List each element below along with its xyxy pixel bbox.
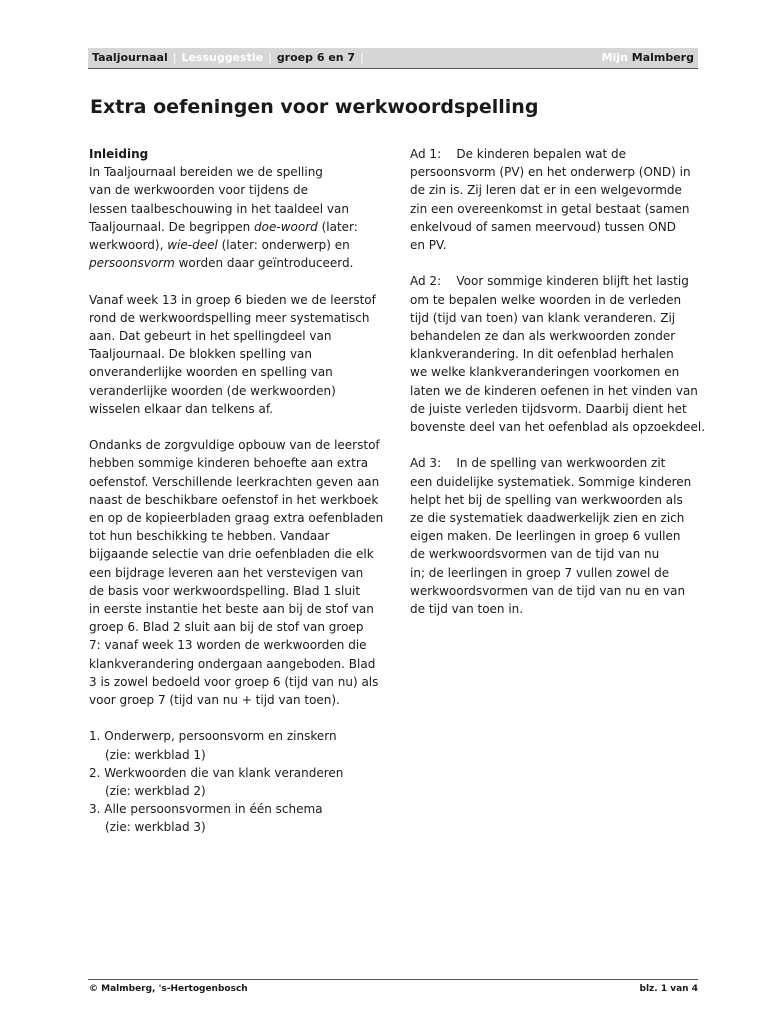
text-line: naast de beschikbare oefenstof in het werkboek: [89, 492, 379, 507]
text-line: de juiste verleden tijdsvorm. Daarbij dient het: [410, 401, 687, 416]
list-item-title: 3. Alle persoonsvormen in één schema: [89, 802, 323, 817]
list-item-ref: (zie: werkblad 1): [105, 747, 206, 762]
breadcrumb-separator: |: [172, 51, 177, 64]
term-doe-woord: doe-woord: [254, 219, 318, 234]
brand-logo: [602, 48, 694, 68]
term-wie-deel: wie-deel: [167, 238, 218, 253]
text-line: de tijd van toen in.: [410, 602, 524, 617]
text-line: Ondanks de zorgvuldige opbouw van de leerstof: [89, 438, 380, 453]
text-line: wisselen elkaar dan telkens af.: [89, 401, 273, 416]
text-line: en PV.: [410, 238, 447, 253]
text-line: 7: vanaf week 13 worden de werkwoorden die: [89, 638, 367, 653]
text-line: persoonsvorm worden daar geïntroduceerd.: [89, 256, 354, 271]
list-item-ref: (zie: werkblad 2): [105, 784, 206, 799]
worksheet-list: [89, 727, 389, 836]
intro-paragraph: [89, 163, 389, 272]
page-number: blz. 1 van 4: [639, 984, 698, 994]
text-line: we welke klankveranderingen voorkomen en: [410, 365, 680, 380]
text-line: in; de leerlingen in groep 7 vullen zowel de: [410, 565, 670, 580]
text-line: persoonsvorm (PV) en het onderwerp (OND) in: [410, 165, 691, 180]
text-line: de werkwoordsvormen van de tijd van nu: [410, 547, 660, 562]
text-line: een bijdrage leveren aan het verstevigen van: [89, 565, 364, 580]
text-line: In Taaljournaal bereiden we de spelling: [89, 165, 323, 180]
text-line: groep 6. Blad 2 sluit aan bij de stof van groep: [89, 620, 364, 635]
text-line: laten we de kinderen oefenen in het vinden van: [410, 383, 698, 398]
text-line: bijgaande selectie van drie oefenbladen die elk: [89, 547, 374, 562]
section-heading-inleiding: Inleiding: [89, 147, 149, 161]
breadcrumb-lessuggestie: Lessuggestie: [181, 51, 264, 64]
page-title: Extra oefeningen voor werkwoordspelling: [90, 96, 539, 118]
breadcrumb-separator: |: [268, 51, 272, 64]
text-line: de zin is. Zij leren dat er in een welgevormde: [410, 183, 682, 198]
header-bar: [88, 48, 698, 68]
text-line: klankverandering. In dit oefenblad herhalen: [410, 347, 674, 362]
text-line: behandelen ze dan als werkwoorden zonder: [410, 329, 676, 344]
text-line: enkelvoud of samen meervoud) tussen OND: [410, 219, 677, 234]
text-line: de basis voor werkwoordspelling. Blad 1 sluit: [89, 583, 361, 598]
text-line: oefenstof. Verschillende leerkrachten geven aan: [89, 474, 380, 489]
text-line: van de werkwoorden voor tijdens de: [89, 183, 308, 198]
paragraph-oefenbladen: [89, 436, 389, 709]
brand-name: Malmberg: [631, 51, 694, 64]
text-line: ze die systematiek daadwerkelijk zien en zich: [410, 511, 685, 526]
text-line: een duidelijke systematiek. Sommige kinderen: [410, 474, 692, 489]
list-item-ref: (zie: werkblad 3): [105, 820, 206, 835]
text-line: Taaljournaal. De begrippen doe-woord (later:: [89, 219, 358, 234]
text-line: klankverandering ondergaan aangeboden. Blad: [89, 656, 376, 671]
text-line: 3 is zowel bedoeld voor groep 6 (tijd van nu) als: [89, 674, 379, 689]
text-line: werkwoordsvormen van de tijd van nu en van: [410, 583, 686, 598]
list-item-title: 1. Onderwerp, persoonsvorm en zinskern: [89, 729, 337, 744]
paragraph-ad1: [410, 145, 710, 254]
paragraph-ad2: [410, 272, 710, 436]
footer-divider: [88, 979, 698, 980]
text-line: tot hun beschikking te hebben. Vandaar: [89, 529, 330, 544]
text-line: en op de kopieerbladen graag extra oefenbladen: [89, 511, 384, 526]
text-line: bovenste deel van het oefenblad als opzoekdeel.: [410, 420, 706, 435]
list-item-title: 2. Werkwoorden die van klank veranderen: [89, 765, 344, 780]
text-line: Vanaf week 13 in groep 6 bieden we de leerstof: [89, 292, 376, 307]
right-column: [410, 145, 710, 618]
text-line: tijd (tijd van toen) van klank veranderen. Zij: [410, 310, 676, 325]
paragraph-week13: [89, 291, 389, 418]
text-line: hebben sommige kinderen behoefte aan extra: [89, 456, 369, 471]
breadcrumb-separator: |: [360, 51, 364, 64]
text-line: helpt het bij de spelling van werkwoorden als: [410, 492, 683, 507]
text-line: Ad 1: De kinderen bepalen wat de: [410, 147, 626, 161]
text-line: Ad 2: Voor sommige kinderen blijft het lastig: [410, 274, 689, 289]
list-item: [89, 764, 389, 800]
list-item: [89, 800, 389, 836]
text-line: onveranderlijke woorden en spelling van: [89, 365, 333, 380]
list-item: [89, 727, 389, 763]
text-line: om te bepalen welke woorden in de verleden: [410, 292, 682, 307]
text-line: aan. Dat gebeurt in het spellingdeel van: [89, 329, 332, 344]
paragraph-ad3: [410, 454, 710, 618]
text-line: veranderlijke woorden (de werkwoorden): [89, 383, 336, 398]
text-line: voor groep 7 (tijd van nu + tijd van toen).: [89, 693, 340, 708]
footer-copyright: © Malmberg, 's-Hertogenbosch: [89, 984, 248, 994]
text-line: in eerste instantie het beste aan bij de stof van: [89, 602, 374, 617]
breadcrumb-taaljournaal: Taaljournaal: [92, 51, 168, 64]
text-line: werkwoord), wie-deel (later: onderwerp) en: [89, 238, 350, 253]
breadcrumb: [92, 48, 369, 68]
text-line: rond de werkwoordspelling meer systematisch: [89, 310, 370, 325]
text-line: Ad 3: In de spelling van werkwoorden zit: [410, 456, 666, 471]
term-persoonsvorm: persoonsvorm: [89, 256, 175, 271]
breadcrumb-groep: groep 6 en 7: [276, 51, 356, 64]
brand-prefix: Mijn: [601, 51, 628, 64]
text-line: eigen maken. De leerlingen in groep 6 vullen: [410, 529, 681, 544]
text-line: zin een overeenkomst in getal bestaat (samen: [410, 201, 690, 216]
text-line: Taaljournaal. De blokken spelling van: [89, 347, 313, 362]
header-divider: [88, 68, 698, 69]
text-line: lessen taalbeschouwing in het taaldeel van: [89, 201, 349, 216]
left-column: [89, 145, 389, 837]
